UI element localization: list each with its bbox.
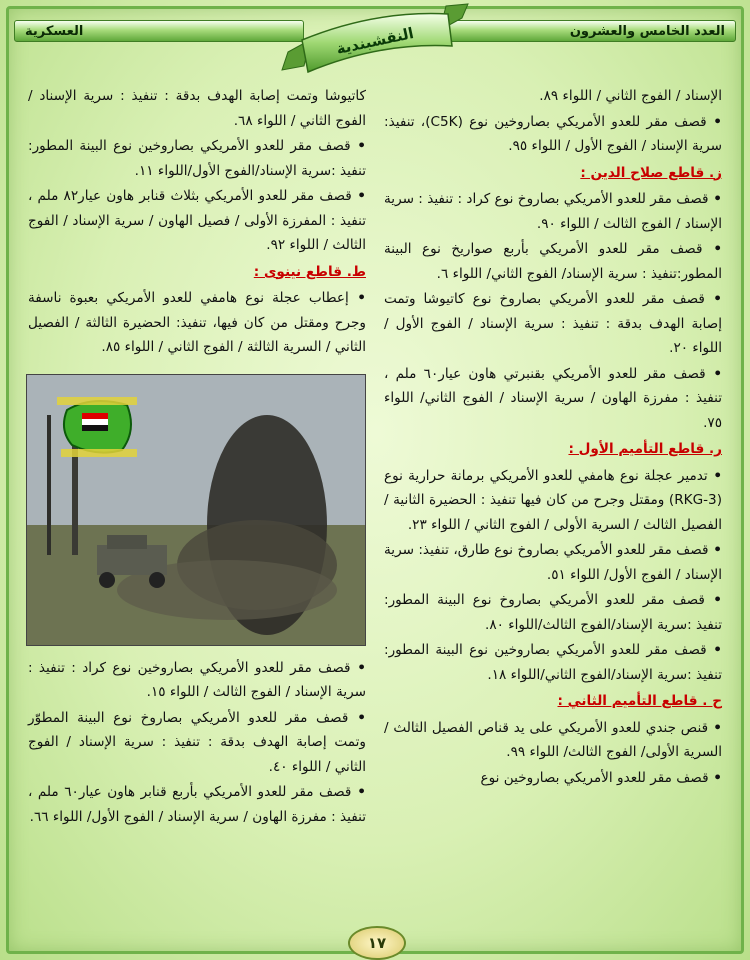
right-column bbox=[384, 84, 722, 791]
report-item: • قصف مقر للعدو الأمريكي بصاروخ نوع البينة المطوّر وتمت إصابة الهدف بدقة : تنفيذ : سرية الإسناد / الفوج الثاني / اللواء ٤٠. bbox=[28, 706, 366, 780]
report-item: • قصف مقر للعدو الأمريكي بأربع صواريخ نوع البينة المطور:تنفيذ : سرية الإسناد/ الفوج الثاني/ اللواء ٦. bbox=[384, 237, 722, 286]
report-item: • قصف مقر للعدو الأمريكي بصاروخ نوع كراد : تنفيذ : سرية الإسناد / الفوج الثالث / اللواء ٩٠. bbox=[384, 187, 722, 236]
explosion-illustration bbox=[27, 375, 365, 645]
page-number: ١٧ bbox=[348, 926, 406, 960]
explosion-photo bbox=[26, 374, 366, 646]
report-item: • قصف مقر للعدو الأمريكي بصاروخين نوع البينة المطور: تنفيذ :سرية الإسناد/الفوج الأول/اللواء ١١. bbox=[28, 134, 366, 183]
left-column-bottom bbox=[28, 656, 366, 830]
title-ribbon bbox=[280, 0, 470, 78]
report-item: • قصف مقر للعدو الأمريكي بصاروخ نوع طارق، تنفيذ: سرية الإسناد / الفوج الأول/ اللواء ٥١. bbox=[384, 538, 722, 587]
report-continuation: كاتيوشا وتمت إصابة الهدف بدقة : تنفيذ : سرية الإسناد / الفوج الثاني / اللواء ٦٨. bbox=[28, 88, 366, 129]
report-item: • قصف مقر للعدو الأمريكي بصاروخ نوع البينة المطور: تنفيذ :سرية الإسناد/الفوج الثالث/اللواء ٨٠. bbox=[384, 588, 722, 637]
section-heading: ز. قاطع صلاح الدين : bbox=[580, 164, 722, 181]
section-label: العسكرية bbox=[25, 24, 84, 39]
section-heading: ط. قاطع نينوى : bbox=[253, 263, 366, 280]
report-item: • قصف مقر للعدو الأمريكي بصاروخين نوع bbox=[384, 766, 722, 791]
magazine-title: النقشبندية bbox=[334, 24, 416, 58]
report-item: • قصف مقر للعدو الأمريكي بأربع قنابر هاون عيار٦٠ ملم ، تنفيذ : مفرزة الهاون / سرية الإسناد / الفوج الأول/ اللواء ٦٦. bbox=[28, 780, 366, 829]
report-item: • قصف مقر للعدو الأمريكي بصاروخين نوع البينة المطور: تنفيذ :سرية الإسناد/الفوج الثاني/اللواء ١٨. bbox=[384, 638, 722, 687]
report-item: • قصف مقر للعدو الأمريكي بصاروخين نوع كراد : تنفيذ : سرية الإسناد / الفوج الثالث / اللواء ١٥. bbox=[28, 656, 366, 705]
report-item: • قنص جندي للعدو الأمريكي على يد قناص الفصيل الثالث / السرية الأولى/ الفوج الثالث/ اللواء ٩٩. bbox=[384, 716, 722, 765]
section-heading: ح . قاطع التأميم الثاني : bbox=[557, 693, 722, 709]
report-continuation: الإسناد / الفوج الثاني / اللواء ٨٩. bbox=[539, 88, 722, 104]
report-item: • قصف مقر للعدو الأمريكي بصاروخ نوع كاتيوشا وتمت إصابة الهدف بدقة : تنفيذ : سرية الإسناد / الفوج الأول / اللواء ٢٠. bbox=[384, 287, 722, 361]
report-item: • إعطاب عجلة نوع هامفي للعدو الأمريكي بعبوة ناسفة وجرح ومقتل من كان فيها، تنفيذ: الحضيرة الثالثة / الفصيل الثاني / السرية الثالثة / الفوج الثاني / اللواء ٨٥. bbox=[28, 286, 366, 360]
issue-label: العدد الخامس والعشرون bbox=[569, 24, 725, 39]
report-item: • قصف مقر للعدو الأمريكي بقنبرتي هاون عيار٦٠ ملم ، تنفيذ : مفرزة الهاون / سرية الإسناد / الفوج الثاني/ اللواء ٧٥. bbox=[384, 362, 722, 436]
left-column bbox=[28, 84, 366, 830]
report-item: • تدمير عجلة نوع هامفي للعدو الأمريكي برمانة حرارية نوع (RKG-3) ومقتل وجرح من كان فيها تنفيذ : الحضيرة الثانية / الفصيل الثالث / السرية الأولى / الفوج الثاني / اللواء ٢٣. bbox=[384, 464, 722, 538]
section-heading: ر. قاطع التأميم الأول : bbox=[568, 441, 722, 457]
report-item: • قصف مقر للعدو الأمريكي بثلاث قنابر هاون عيار٨٢ ملم ، تنفيذ : المفرزة الأولى / فصيل الهاون / سرية الإسناد / الفوج الثالث / اللواء ٩٢. bbox=[28, 184, 366, 258]
section-header-bar bbox=[14, 20, 304, 42]
issue-header-bar bbox=[446, 20, 736, 42]
left-column-top bbox=[28, 84, 366, 360]
report-item: • قصف مقر للعدو الأمريكي بصاروخين نوع (C5K)، تنفيذ: سرية الإسناد / الفوج الأول / اللواء ٩٥. bbox=[384, 110, 722, 159]
